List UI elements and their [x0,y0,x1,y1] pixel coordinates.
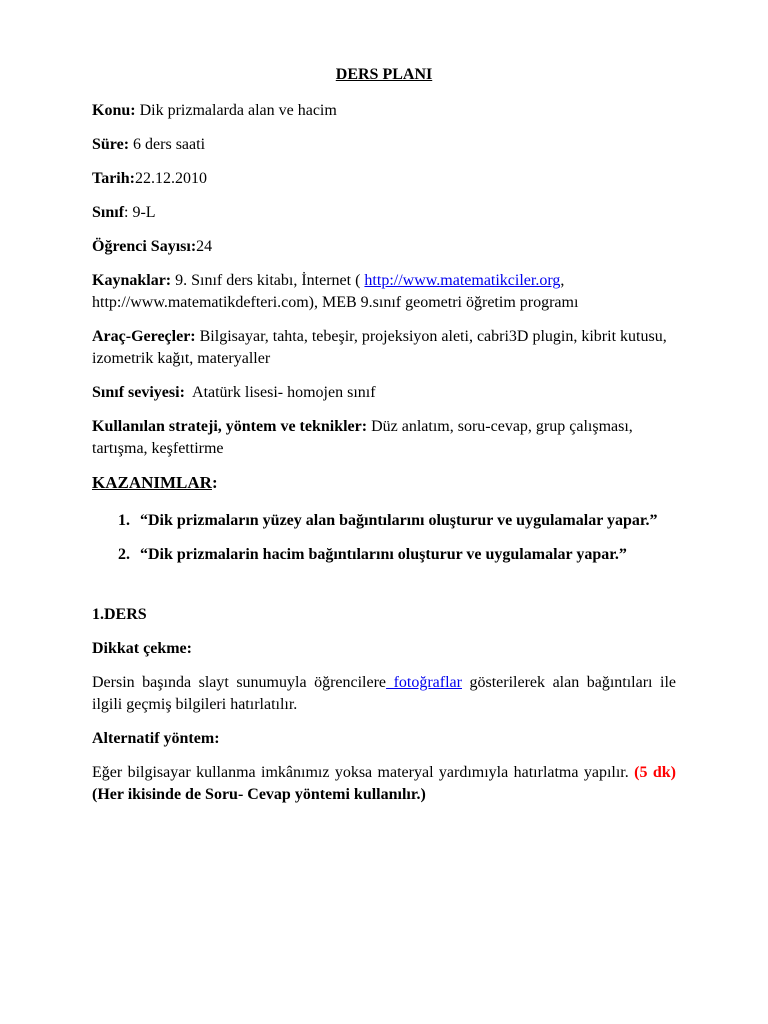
fotograflar-link[interactable]: fotoğraflar [386,674,462,691]
sure-label: Süre: [92,136,130,153]
ders1-heading [92,604,676,626]
ogrenci-value: 24 [196,238,213,255]
sinif-value: : 9-L [124,204,156,221]
konu-value: Dik prizmalarda alan ve hacim [135,102,337,119]
document-body [92,64,676,818]
strateji-value: Düz anlatım, soru-cevap, grup çalışması, tartışma, keşfettirme [92,418,633,457]
list-item [92,544,676,566]
konu-label: Konu: [92,102,136,119]
konu-line [92,100,676,122]
list-item [92,510,676,532]
seviye-line [92,382,676,404]
kazanimlar-title: KAZANIMLAR [92,473,212,492]
ogrenci-label: Öğrenci Sayısı: [92,238,197,255]
kaynaklar-pre: 9. Sınıf ders kitabı, İnternet ( [171,272,365,289]
list-item-number: 1. [118,512,130,529]
sure-value: 6 ders saati [129,136,206,153]
dikkat-post: gösterilerek alan bağıntıları ile ilgili geçmiş bilgileri hatırlatılır. [92,674,677,713]
seviye-label: Sınıf seviyesi: [92,384,185,401]
list-item-number: 2. [118,546,130,563]
sure-line [92,134,676,156]
section-spacer [92,578,676,604]
matematikciler-link[interactable]: http://www.matematikciler.org [364,272,561,289]
strateji-label: Kullanılan strateji, yöntem ve teknikler: [92,418,368,435]
dikkat-heading [92,638,676,660]
kazanimlar-colon: : [211,473,218,492]
alternatif-text: Eğer bilgisayar kullanma imkânımız yoksa materyal yardımıyla hatırlatma yapılır. [92,764,635,781]
dikkat-paragraph [92,672,676,716]
kazanimlar-heading [92,472,676,494]
dikkat-pre: Dersin başında slayt sunumuyla öğrencilere [92,674,387,691]
kazanimlar-list [92,510,676,566]
arac-line [92,326,676,370]
alternatif-heading [92,728,676,750]
sinif-line [92,202,676,224]
ogrenci-line [92,236,676,258]
arac-value: Bilgisayar, tahta, tebeşir, projeksiyon aleti, cabri3D plugin, kibrit kutusu, izometrik kağıt, materyaller [92,328,667,367]
kaynaklar-post: , http://www.matematikdefteri.com), MEB 9.sınıf geometri öğretim programı [92,272,579,311]
sinif-label: Sınıf [92,204,125,221]
seviye-value: Atatürk lisesi- homojen sınıf [184,384,376,401]
alternatif-time: (5 dk) [634,764,677,781]
alternatif-paragraph [92,762,676,806]
ders1-title: 1.DERS [92,606,147,623]
alternatif-note: (Her ikisinde de Soru- Cevap yöntemi kullanılır.) [92,786,426,803]
tarih-line [92,168,676,190]
strateji-line [92,416,676,460]
list-item-text: “Dik prizmaların yüzey alan bağıntılarını oluşturur ve uygulamalar yapar.” [140,512,658,529]
kaynaklar-label: Kaynaklar: [92,272,172,289]
page-title: DERS PLANI [335,66,433,83]
arac-label: Araç-Gereçler: [92,328,196,345]
alternatif-title: Alternatif yöntem: [92,730,220,747]
tarih-label: Tarih: [92,170,135,187]
dikkat-title: Dikkat çekme: [92,640,192,657]
list-item-text: “Dik prizmalarin hacim bağıntılarını oluşturur ve uygulamalar yapar.” [140,546,627,563]
kaynaklar-line [92,270,676,314]
tarih-value: 22.12.2010 [134,170,207,187]
